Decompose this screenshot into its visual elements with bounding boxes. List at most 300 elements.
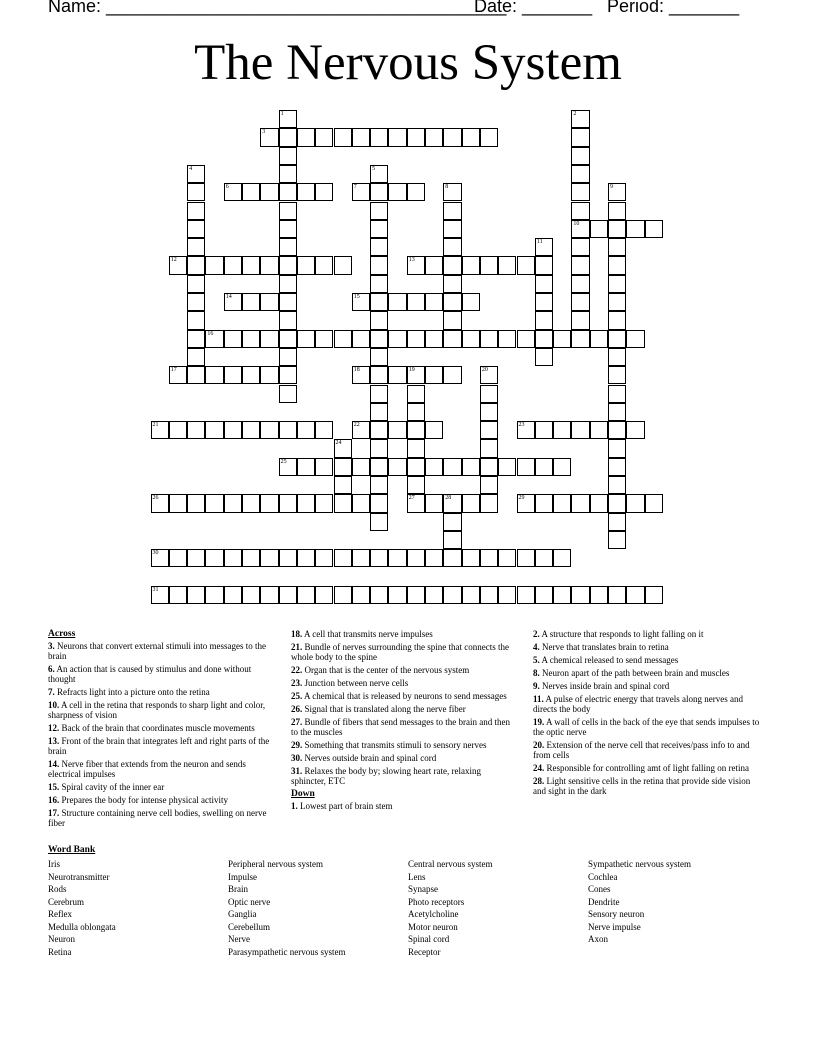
grid-cell[interactable] [590, 586, 608, 604]
grid-cell[interactable] [425, 458, 443, 476]
grid-cell[interactable] [571, 165, 589, 183]
grid-cell[interactable] [553, 549, 571, 567]
grid-cell[interactable] [462, 293, 480, 311]
grid-cell[interactable] [315, 183, 333, 201]
grid-cell[interactable] [608, 513, 626, 531]
grid-cell[interactable] [407, 256, 425, 274]
grid-cell[interactable] [608, 293, 626, 311]
grid-cell[interactable] [242, 549, 260, 567]
grid-cell[interactable] [279, 330, 297, 348]
grid-cell[interactable] [279, 421, 297, 439]
grid-cell[interactable] [352, 293, 370, 311]
grid-cell[interactable] [370, 275, 388, 293]
grid-cell[interactable] [279, 458, 297, 476]
grid-cell[interactable] [315, 458, 333, 476]
grid-cell[interactable] [297, 586, 315, 604]
grid-cell[interactable] [334, 330, 352, 348]
grid-cell[interactable] [388, 458, 406, 476]
grid-cell[interactable] [169, 421, 187, 439]
grid-cell[interactable] [571, 238, 589, 256]
grid-cell[interactable] [608, 476, 626, 494]
grid-cell[interactable] [352, 549, 370, 567]
grid-cell[interactable] [425, 421, 443, 439]
grid-cell[interactable] [242, 421, 260, 439]
grid-cell[interactable] [608, 439, 626, 457]
grid-cell[interactable] [480, 549, 498, 567]
name-field[interactable]: Name: ________________________________________ [48, 0, 507, 16]
grid-cell[interactable] [388, 293, 406, 311]
grid-cell[interactable] [187, 586, 205, 604]
grid-cell[interactable] [535, 458, 553, 476]
grid-cell[interactable] [224, 293, 242, 311]
grid-cell[interactable] [334, 458, 352, 476]
grid-cell[interactable] [590, 494, 608, 512]
grid-cell[interactable] [334, 494, 352, 512]
grid-cell[interactable] [498, 330, 516, 348]
grid-cell[interactable] [187, 549, 205, 567]
grid-cell[interactable] [443, 311, 461, 329]
grid-cell[interactable] [205, 586, 223, 604]
grid-cell[interactable] [370, 330, 388, 348]
grid-cell[interactable] [260, 330, 278, 348]
grid-cell[interactable] [297, 128, 315, 146]
grid-cell[interactable] [279, 275, 297, 293]
grid-cell[interactable] [425, 494, 443, 512]
grid-cell[interactable] [297, 330, 315, 348]
grid-cell[interactable] [260, 256, 278, 274]
grid-cell[interactable] [626, 421, 644, 439]
grid-cell[interactable] [407, 403, 425, 421]
grid-cell[interactable] [608, 348, 626, 366]
grid-cell[interactable] [443, 220, 461, 238]
grid-cell[interactable] [425, 256, 443, 274]
grid-cell[interactable] [169, 366, 187, 384]
grid-cell[interactable] [462, 128, 480, 146]
grid-cell[interactable] [205, 256, 223, 274]
grid-cell[interactable] [462, 458, 480, 476]
grid-cell[interactable] [608, 531, 626, 549]
grid-cell[interactable] [187, 293, 205, 311]
grid-cell[interactable] [279, 586, 297, 604]
grid-cell[interactable] [553, 586, 571, 604]
grid-cell[interactable] [388, 366, 406, 384]
grid-cell[interactable] [407, 183, 425, 201]
grid-cell[interactable] [608, 421, 626, 439]
grid-cell[interactable] [480, 476, 498, 494]
grid-cell[interactable] [480, 385, 498, 403]
grid-cell[interactable] [480, 403, 498, 421]
grid-cell[interactable] [370, 238, 388, 256]
grid-cell[interactable] [626, 586, 644, 604]
grid-cell[interactable] [334, 476, 352, 494]
grid-cell[interactable] [169, 549, 187, 567]
grid-cell[interactable] [480, 256, 498, 274]
grid-cell[interactable] [315, 494, 333, 512]
grid-cell[interactable] [279, 202, 297, 220]
grid-cell[interactable] [425, 366, 443, 384]
grid-cell[interactable] [242, 256, 260, 274]
grid-cell[interactable] [260, 128, 278, 146]
grid-cell[interactable] [535, 421, 553, 439]
grid-cell[interactable] [388, 549, 406, 567]
grid-cell[interactable] [352, 494, 370, 512]
grid-cell[interactable] [571, 256, 589, 274]
grid-cell[interactable] [334, 586, 352, 604]
grid-cell[interactable] [407, 293, 425, 311]
grid-cell[interactable] [352, 366, 370, 384]
grid-cell[interactable] [571, 275, 589, 293]
grid-cell[interactable] [443, 256, 461, 274]
grid-cell[interactable] [297, 183, 315, 201]
grid-cell[interactable] [571, 202, 589, 220]
grid-cell[interactable] [535, 330, 553, 348]
grid-cell[interactable] [260, 183, 278, 201]
grid-cell[interactable] [279, 220, 297, 238]
grid-cell[interactable] [407, 494, 425, 512]
grid-cell[interactable] [425, 293, 443, 311]
grid-cell[interactable] [407, 128, 425, 146]
grid-cell[interactable] [443, 513, 461, 531]
grid-cell[interactable] [370, 458, 388, 476]
grid-cell[interactable] [279, 293, 297, 311]
grid-cell[interactable] [370, 256, 388, 274]
grid-cell[interactable] [645, 220, 663, 238]
grid-cell[interactable] [443, 458, 461, 476]
clue-number-label: 23. [291, 678, 303, 688]
grid-cell[interactable] [480, 586, 498, 604]
grid-cell[interactable] [297, 458, 315, 476]
grid-cell[interactable] [407, 458, 425, 476]
grid-cell[interactable] [480, 458, 498, 476]
grid-cell[interactable] [224, 366, 242, 384]
date-field[interactable]: Date: _______ [474, 0, 593, 16]
grid-cell[interactable] [169, 494, 187, 512]
grid-cell[interactable] [352, 183, 370, 201]
grid-cell[interactable] [407, 330, 425, 348]
grid-cell[interactable] [480, 330, 498, 348]
clue-number-label: 21. [291, 642, 303, 652]
grid-cell[interactable] [370, 220, 388, 238]
grid-cell[interactable] [535, 275, 553, 293]
grid-cell[interactable] [608, 311, 626, 329]
grid-cell[interactable] [608, 202, 626, 220]
grid-cell[interactable] [279, 183, 297, 201]
grid-cell[interactable] [535, 549, 553, 567]
grid-cell[interactable] [370, 421, 388, 439]
grid-cell[interactable] [315, 128, 333, 146]
grid-cell[interactable] [297, 494, 315, 512]
grid-cell[interactable] [462, 494, 480, 512]
grid-cell[interactable] [242, 293, 260, 311]
grid-cell[interactable] [535, 238, 553, 256]
grid-cell[interactable] [608, 385, 626, 403]
grid-cell[interactable] [608, 238, 626, 256]
grid-cell[interactable] [224, 549, 242, 567]
grid-cell[interactable] [279, 366, 297, 384]
grid-cell[interactable] [242, 494, 260, 512]
grid-cell[interactable] [388, 183, 406, 201]
grid-cell[interactable] [315, 421, 333, 439]
grid-cell[interactable] [571, 421, 589, 439]
grid-cell[interactable] [279, 311, 297, 329]
grid-cell[interactable] [151, 494, 169, 512]
grid-cell[interactable] [260, 421, 278, 439]
grid-cell[interactable] [187, 494, 205, 512]
grid-cell[interactable] [352, 421, 370, 439]
grid-cell[interactable] [334, 549, 352, 567]
grid-cell[interactable] [205, 330, 223, 348]
grid-cell[interactable] [443, 330, 461, 348]
grid-cell[interactable] [279, 165, 297, 183]
clue-number-label: 4. [533, 642, 540, 652]
grid-cell[interactable] [279, 494, 297, 512]
grid-cell[interactable] [443, 183, 461, 201]
grid-cell[interactable] [517, 458, 535, 476]
grid-cell[interactable] [242, 183, 260, 201]
grid-cell[interactable] [352, 330, 370, 348]
grid-cell[interactable] [498, 458, 516, 476]
grid-cell[interactable] [517, 256, 535, 274]
grid-cell[interactable] [352, 458, 370, 476]
grid-cell[interactable] [352, 586, 370, 604]
grid-cell[interactable] [535, 256, 553, 274]
grid-cell[interactable] [370, 586, 388, 604]
grid-cell[interactable] [297, 256, 315, 274]
grid-cell[interactable] [224, 421, 242, 439]
grid-cell[interactable] [608, 256, 626, 274]
grid-cell[interactable] [370, 513, 388, 531]
grid-cell[interactable] [608, 366, 626, 384]
grid-cell[interactable] [315, 330, 333, 348]
grid-cell[interactable] [608, 458, 626, 476]
grid-cell[interactable] [498, 549, 516, 567]
grid-cell[interactable] [370, 311, 388, 329]
grid-cell[interactable] [590, 330, 608, 348]
grid-cell[interactable] [571, 330, 589, 348]
grid-cell[interactable] [425, 128, 443, 146]
grid-cell[interactable] [443, 275, 461, 293]
grid-cell[interactable] [553, 421, 571, 439]
grid-cell[interactable] [388, 128, 406, 146]
grid-cell[interactable] [279, 549, 297, 567]
grid-cell[interactable] [553, 330, 571, 348]
grid-cell[interactable] [480, 366, 498, 384]
grid-cell[interactable] [626, 330, 644, 348]
grid-cell[interactable] [608, 494, 626, 512]
grid-cell[interactable] [334, 256, 352, 274]
grid-cell[interactable] [388, 421, 406, 439]
grid-cell[interactable] [571, 147, 589, 165]
grid-cell[interactable] [480, 494, 498, 512]
grid-cell[interactable] [480, 439, 498, 457]
grid-cell[interactable] [370, 403, 388, 421]
grid-cell[interactable] [407, 439, 425, 457]
grid-cell[interactable] [571, 293, 589, 311]
grid-cell[interactable] [608, 183, 626, 201]
grid-cell[interactable] [462, 256, 480, 274]
grid-cell[interactable] [151, 549, 169, 567]
grid-cell[interactable] [279, 110, 297, 128]
grid-cell[interactable] [187, 311, 205, 329]
grid-cell[interactable] [517, 549, 535, 567]
grid-cell[interactable] [242, 330, 260, 348]
grid-cell[interactable] [443, 238, 461, 256]
grid-cell[interactable] [260, 494, 278, 512]
grid-cell[interactable] [571, 183, 589, 201]
grid-cell[interactable] [187, 330, 205, 348]
grid-cell[interactable] [517, 330, 535, 348]
grid-cell[interactable] [242, 586, 260, 604]
grid-cell[interactable] [608, 220, 626, 238]
grid-cell[interactable] [535, 586, 553, 604]
grid-cell[interactable] [370, 348, 388, 366]
grid-cell[interactable] [571, 220, 589, 238]
grid-cell[interactable] [608, 330, 626, 348]
grid-cell[interactable] [260, 293, 278, 311]
grid-cell[interactable] [297, 549, 315, 567]
grid-cell[interactable] [407, 421, 425, 439]
grid-cell[interactable] [407, 366, 425, 384]
grid-cell[interactable] [187, 220, 205, 238]
grid-cell[interactable] [205, 494, 223, 512]
grid-cell[interactable] [187, 348, 205, 366]
grid-cell[interactable] [370, 293, 388, 311]
grid-cell[interactable] [425, 549, 443, 567]
grid-cell[interactable] [443, 586, 461, 604]
grid-cell[interactable] [370, 183, 388, 201]
grid-cell[interactable] [187, 165, 205, 183]
grid-cell[interactable] [388, 330, 406, 348]
grid-cell[interactable] [334, 128, 352, 146]
grid-cell[interactable] [571, 311, 589, 329]
grid-cell[interactable] [407, 385, 425, 403]
grid-cell[interactable] [462, 549, 480, 567]
grid-cell[interactable] [260, 586, 278, 604]
grid-cell[interactable] [370, 128, 388, 146]
grid-cell[interactable] [370, 385, 388, 403]
grid-cell[interactable] [224, 183, 242, 201]
grid-cell[interactable] [279, 238, 297, 256]
grid-cell[interactable] [260, 549, 278, 567]
grid-cell[interactable] [279, 128, 297, 146]
grid-cell[interactable] [224, 256, 242, 274]
grid-cell[interactable] [407, 476, 425, 494]
grid-cell[interactable] [315, 586, 333, 604]
grid-cell[interactable] [370, 494, 388, 512]
grid-cell[interactable] [370, 439, 388, 457]
grid-cell[interactable] [187, 183, 205, 201]
grid-cell[interactable] [517, 586, 535, 604]
grid-cell[interactable] [388, 586, 406, 604]
grid-cell[interactable] [626, 220, 644, 238]
grid-cell[interactable] [425, 586, 443, 604]
grid-cell[interactable] [187, 421, 205, 439]
grid-cell[interactable] [315, 549, 333, 567]
grid-cell[interactable] [443, 494, 461, 512]
grid-cell[interactable] [608, 275, 626, 293]
grid-cell[interactable] [480, 128, 498, 146]
grid-cell[interactable] [571, 128, 589, 146]
grid-cell[interactable] [187, 366, 205, 384]
grid-cell[interactable] [571, 586, 589, 604]
grid-cell[interactable] [370, 202, 388, 220]
grid-cell[interactable] [553, 458, 571, 476]
grid-cell[interactable] [370, 549, 388, 567]
grid-cell[interactable] [535, 311, 553, 329]
grid-cell[interactable] [517, 421, 535, 439]
grid-cell[interactable] [169, 586, 187, 604]
grid-cell[interactable] [205, 366, 223, 384]
grid-cell[interactable] [407, 586, 425, 604]
grid-cell[interactable] [205, 421, 223, 439]
grid-cell[interactable] [645, 494, 663, 512]
grid-cell[interactable] [370, 165, 388, 183]
grid-cell[interactable] [645, 586, 663, 604]
grid-cell[interactable] [535, 494, 553, 512]
grid-cell[interactable] [517, 494, 535, 512]
grid-cell[interactable] [626, 494, 644, 512]
grid-cell[interactable] [498, 256, 516, 274]
grid-cell[interactable] [205, 549, 223, 567]
grid-cell[interactable] [187, 202, 205, 220]
grid-cell[interactable] [315, 256, 333, 274]
grid-cell[interactable] [553, 494, 571, 512]
grid-cell[interactable] [443, 293, 461, 311]
grid-cell[interactable] [187, 275, 205, 293]
grid-cell[interactable] [498, 586, 516, 604]
grid-cell[interactable] [279, 147, 297, 165]
grid-cell[interactable] [334, 439, 352, 457]
grid-cell[interactable] [443, 202, 461, 220]
grid-cell[interactable] [571, 110, 589, 128]
grid-cell[interactable] [462, 586, 480, 604]
grid-cell[interactable] [279, 348, 297, 366]
grid-cell[interactable] [590, 220, 608, 238]
grid-cell[interactable] [279, 385, 297, 403]
grid-cell[interactable] [352, 128, 370, 146]
grid-cell[interactable] [370, 476, 388, 494]
grid-cell[interactable] [224, 330, 242, 348]
grid-cell[interactable] [590, 421, 608, 439]
grid-cell[interactable] [443, 366, 461, 384]
grid-cell[interactable] [571, 494, 589, 512]
grid-cell[interactable] [187, 256, 205, 274]
grid-cell[interactable] [535, 348, 553, 366]
grid-cell[interactable] [279, 256, 297, 274]
grid-cell[interactable] [535, 293, 553, 311]
grid-cell[interactable] [425, 330, 443, 348]
grid-cell[interactable] [370, 366, 388, 384]
grid-cell[interactable] [443, 531, 461, 549]
grid-cell[interactable] [224, 586, 242, 604]
grid-cell[interactable] [151, 586, 169, 604]
grid-cell[interactable] [297, 421, 315, 439]
grid-cell[interactable] [480, 421, 498, 439]
grid-cell[interactable] [608, 586, 626, 604]
grid-cell[interactable] [169, 256, 187, 274]
grid-cell[interactable] [608, 403, 626, 421]
grid-cell[interactable] [443, 128, 461, 146]
grid-cell[interactable] [224, 494, 242, 512]
grid-cell[interactable] [187, 238, 205, 256]
grid-cell[interactable] [242, 366, 260, 384]
grid-cell[interactable] [260, 366, 278, 384]
grid-cell[interactable] [462, 330, 480, 348]
period-field[interactable]: Period: _______ [607, 0, 740, 16]
grid-cell[interactable] [151, 421, 169, 439]
grid-cell[interactable] [443, 549, 461, 567]
grid-cell[interactable] [407, 549, 425, 567]
